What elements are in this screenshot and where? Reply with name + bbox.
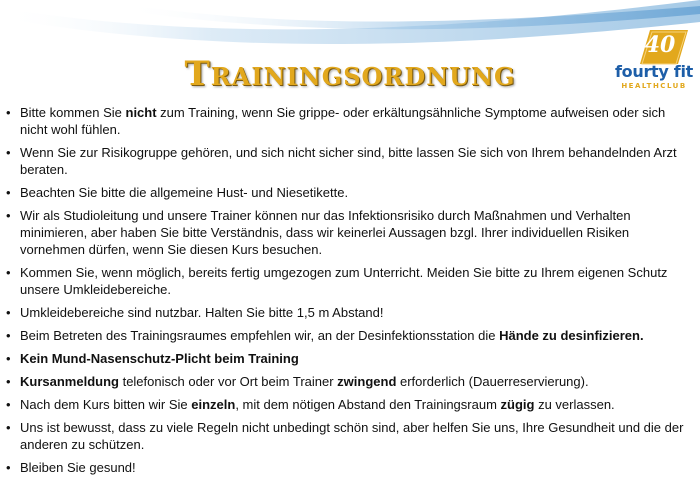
rule-text: erforderlich (Dauerreservierung). [396, 374, 589, 389]
rule-text: Umkleidebereiche sind nutzbar. Halten Sie bitte 1,5 m Abstand! [20, 305, 384, 320]
rule-text: telefonisch oder vor Ort beim Trainer [118, 374, 338, 389]
rule-text: zu verlassen. [534, 397, 615, 412]
rule-text-bold: zügig [500, 397, 535, 412]
bullet-icon: • [6, 208, 11, 223]
rule-text-bold: zwingend [337, 374, 397, 389]
rule-text-bold: Kein Mund-Nasenschutz-Plicht beim Training [20, 351, 299, 366]
rule-item [6, 396, 692, 413]
rule-text: , mit dem nötigen Abstand den Trainingsraum [235, 397, 501, 412]
logo-number: 40 [644, 32, 676, 58]
logo-subtitle: HEALTHCLUB [621, 82, 687, 90]
rule-text: Wir als Studioleitung und unsere Trainer können nur das Infektionsrisiko durch Maßnahmen und Verhalten minimieren, aber haben Sie bitte Verständnis, dass wir keinerlei Aussagen bzgl. Ihrer individuellen Risiken vornehmen dürfen, wenn Sie diesen Kurs besuchen. [20, 208, 631, 257]
rules-list [6, 104, 692, 482]
rule-text: Bitte kommen Sie [20, 105, 126, 120]
rule-item [6, 327, 692, 344]
brand-logo [612, 28, 696, 100]
rule-item [6, 264, 692, 298]
page-title: Trainingsordnung [184, 54, 516, 94]
rule-item [6, 207, 692, 258]
rule-item [6, 419, 692, 453]
rule-text: Beachten Sie bitte die allgemeine Hust- und Niesetikette. [20, 185, 349, 200]
bullet-icon: • [6, 305, 11, 320]
bullet-icon: • [6, 351, 11, 366]
rule-text-bold: Kursanmeldung [20, 374, 119, 389]
rule-text: Nach dem Kurs bitten wir Sie [20, 397, 192, 412]
rule-item [6, 459, 692, 476]
rule-item [6, 104, 692, 138]
rule-text: Uns ist bewusst, dass zu viele Regeln nicht unbedingt schön sind, aber helfen Sie uns, Ihre Gesundheit und die der anderen zu schützen. [20, 420, 684, 452]
bullet-icon: • [6, 420, 11, 435]
rule-item [6, 373, 692, 390]
rule-item [6, 144, 692, 178]
bullet-icon: • [6, 105, 11, 120]
rule-text: Beim Betreten des Trainingsraumes empfehlen wir, an der Desinfektionsstation die [20, 328, 500, 343]
bullet-icon: • [6, 397, 11, 412]
bullet-icon: • [6, 265, 11, 280]
bullet-icon: • [6, 328, 11, 343]
rule-text: Kommen Sie, wenn möglich, bereits fertig umgezogen zum Unterricht. Meiden Sie bitte zu Ihrem eigenen Schutz unsere Umkleidebereiche. [20, 265, 668, 297]
rule-text: zum Training, wenn Sie grippe- oder erkältungsähnliche Symptome aufweisen oder sich nicht wohl fühlen. [20, 105, 666, 137]
rule-text-bold: nicht [125, 105, 157, 120]
bullet-icon: • [6, 185, 11, 200]
rule-item [6, 184, 692, 201]
bullet-icon: • [6, 374, 11, 389]
rule-text-bold: Hände zu desinfizieren. [499, 328, 644, 343]
bullet-icon: • [6, 145, 11, 160]
rule-text: Bleiben Sie gesund! [20, 460, 136, 475]
rule-item [6, 304, 692, 321]
bullet-icon: • [6, 460, 11, 475]
rule-item [6, 350, 692, 367]
logo-name: fourty fit [615, 62, 693, 81]
rule-text: Wenn Sie zur Risikogruppe gehören, und sich nicht sicher sind, bitte lassen Sie sich von Ihrem behandelnden Arzt beraten. [20, 145, 677, 177]
rule-text-bold: einzeln [191, 397, 236, 412]
